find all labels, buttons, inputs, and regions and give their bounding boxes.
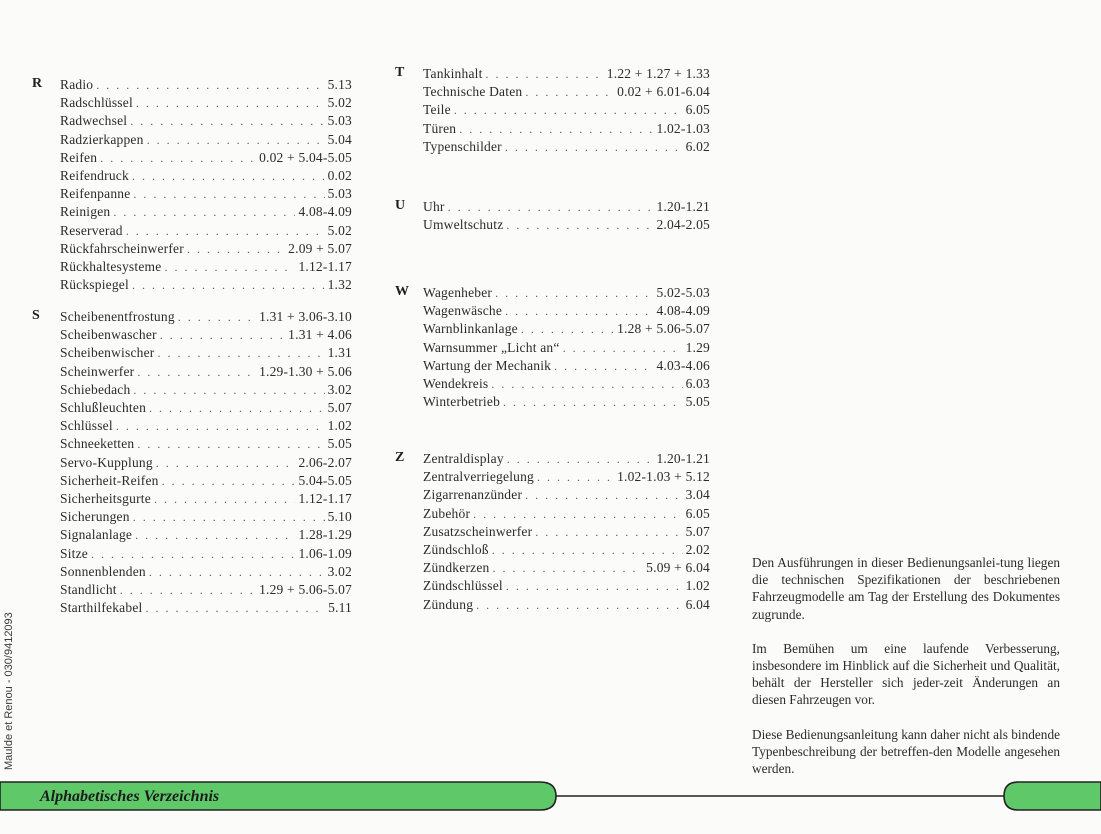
index-entry-term: Winterbetrieb (423, 394, 501, 410)
dot-leader (133, 186, 324, 203)
dot-leader (145, 600, 325, 617)
index-entry-page-ref: 1.12-1.17 (298, 259, 352, 275)
index-entry-page-ref: 1.22 + 1.27 + 1.33 (606, 66, 710, 81)
dot-leader (505, 139, 683, 156)
index-entry-page-ref: 0.02 (327, 168, 352, 184)
index-entry-term: Radzierkappen (60, 131, 144, 147)
dot-leader (554, 358, 653, 375)
dot-leader (492, 542, 683, 559)
index-entry (60, 222, 352, 240)
index-entry-page-ref: 1.02 (685, 578, 710, 594)
index-entry (60, 258, 352, 276)
index-entry (423, 65, 710, 83)
index-entry-page-ref: 3.02 (327, 563, 352, 579)
dot-leader (96, 77, 324, 94)
index-entry-term: Reserverad (60, 222, 123, 238)
index-entry (60, 563, 352, 581)
index-entry-term: Umweltschutz (423, 217, 504, 233)
index-entry-term: Schiebedach (60, 381, 131, 397)
dot-leader (156, 455, 296, 472)
index-entry-page-ref: 1.29-1.30 + 5.06 (259, 363, 352, 379)
index-entry (60, 490, 352, 508)
index-entry (60, 185, 352, 203)
index-entry-term: Radio (60, 77, 94, 92)
index-entry-page-ref: 0.02 + 6.01-6.04 (617, 84, 710, 100)
index-letter: T (395, 65, 405, 80)
index-entry-page-ref: 1.31 + 4.06 (288, 327, 352, 343)
index-entry-term: Reinigen (60, 204, 111, 220)
disclaimer-paragraph: Den Ausführungen in dieser Bedienungsanlei-tung liegen die technischen Spezifikationen der beschriebenen Fahrzeugmodelle am Tag der Erstellung des Dokumentes zugrunde. (752, 555, 1060, 622)
index-entry-page-ref: 5.11 (328, 600, 352, 616)
index-entry (60, 131, 352, 149)
index-entry-term: Scheibenentfrostung (60, 309, 175, 324)
index-group-w (395, 284, 710, 450)
index-entry-page-ref: 4.08-4.09 (298, 204, 352, 220)
index-entry-page-ref: 5.03 (327, 186, 352, 202)
dot-leader (178, 309, 256, 326)
index-entry (60, 599, 352, 617)
index-entry (423, 450, 710, 468)
dot-leader (486, 66, 604, 83)
index-entry-term: Starthilfekabel (60, 600, 143, 616)
dot-leader (157, 345, 324, 362)
index-entry-term: Zündschloß (423, 542, 489, 558)
index-entry-page-ref: 5.04-5.05 (298, 472, 352, 488)
dot-leader (491, 376, 682, 393)
dot-leader (91, 546, 295, 563)
dot-leader (136, 95, 325, 112)
dot-leader (535, 524, 682, 541)
index-letter: W (395, 284, 409, 299)
index-entry-page-ref: 1.20-1.21 (656, 451, 710, 466)
index-group-s (32, 308, 352, 617)
index-entry-term: Zigarrenanzünder (423, 487, 523, 503)
dot-leader (164, 259, 295, 276)
index-entry-page-ref: 5.03 (327, 113, 352, 129)
index-entry-term: Sicherheitsgurte (60, 491, 151, 507)
index-group-r (32, 76, 352, 308)
dot-leader (187, 241, 285, 258)
index-entry-page-ref: 3.04 (685, 487, 710, 503)
dot-leader (120, 582, 256, 599)
index-entry (60, 308, 352, 326)
index-entry-term: Zündschlüssel (423, 578, 503, 594)
dot-leader (505, 303, 653, 320)
index-letter: Z (395, 450, 405, 465)
index-entry-term: Uhr (423, 199, 445, 214)
index-entry-term: Signalanlage (60, 527, 133, 543)
index-entry-term: Scheibenwischer (60, 345, 155, 361)
dot-leader (116, 418, 325, 435)
index-entry-term: Reifen (60, 149, 98, 165)
dot-leader (135, 527, 295, 544)
index-entry-page-ref: 1.28-1.29 (298, 527, 352, 543)
index-entry-page-ref: 5.02-5.03 (656, 285, 710, 300)
dot-leader (459, 121, 653, 138)
index-group-t (395, 65, 710, 198)
index-entry (423, 541, 710, 559)
index-entry-page-ref: 1.20-1.21 (656, 199, 710, 214)
index-entry-term: Wendekreis (423, 376, 489, 392)
index-entry-page-ref: 4.03-4.06 (656, 357, 710, 373)
index-entry-term: Sonnenblenden (60, 563, 146, 579)
index-entry (423, 138, 710, 156)
index-letter: R (32, 76, 43, 91)
index-entry-term: Radwechsel (60, 113, 128, 129)
index-entry (423, 339, 710, 357)
index-letter: U (395, 198, 406, 213)
index-entry-term: Zentralverriegelung (423, 469, 534, 485)
dot-leader (476, 597, 682, 614)
index-entry-term: Rückhaltesysteme (60, 259, 162, 275)
index-entry-term: Wagenwäsche (423, 303, 503, 319)
index-entry (60, 94, 352, 112)
index-entry-term: Radschlüssel (60, 95, 133, 111)
index-entry-term: Sicherungen (60, 509, 130, 525)
index-group-z (395, 450, 710, 614)
dot-leader (525, 487, 682, 504)
dot-leader (495, 285, 653, 302)
dot-leader (507, 451, 654, 468)
dot-leader (503, 394, 683, 411)
index-entry-page-ref: 1.28 + 5.06-5.07 (617, 321, 710, 337)
index-entry-page-ref: 1.02 (327, 418, 352, 434)
index-entry (60, 276, 352, 294)
index-entry-term: Zentraldisplay (423, 451, 504, 466)
index-entry-page-ref: 6.03 (685, 376, 710, 392)
disclaimer-paragraph: Diese Bedienungsanleitung kann daher nicht als bindende Typenbeschreibung der betreffen-den Modelle angesehen werden. (752, 726, 1060, 777)
dot-leader (147, 132, 325, 149)
index-entry-page-ref: 6.04 (685, 596, 710, 612)
dot-leader (149, 400, 325, 417)
index-entry-term: Zubehör (423, 505, 471, 521)
dot-leader (525, 84, 614, 101)
index-group-u (395, 198, 710, 284)
dot-leader (454, 102, 683, 119)
dot-leader (133, 509, 325, 526)
index-column-middle (395, 65, 710, 614)
printer-side-note: Maulde et Renou - 030/9412093 (3, 612, 15, 770)
index-entry-term: Rückfahrscheinwerfer (60, 240, 184, 256)
dot-leader (133, 382, 324, 399)
dot-leader (137, 364, 256, 381)
index-entry-term: Warnblinkanlage (423, 321, 518, 337)
index-entry (423, 393, 710, 411)
index-entry (60, 435, 352, 453)
index-entry-page-ref: 6.02 (685, 138, 710, 154)
index-entry (423, 505, 710, 523)
index-entry-page-ref: 1.29 (685, 339, 710, 355)
index-entry (423, 357, 710, 375)
index-entry-page-ref: 5.05 (685, 394, 710, 410)
index-entry-term: Sitze (60, 545, 88, 561)
index-entry (60, 112, 352, 130)
index-entry-page-ref: 5.09 + 6.04 (646, 560, 710, 576)
index-entry-term: Rückspiegel (60, 277, 129, 293)
dot-leader (448, 199, 654, 216)
index-entry (60, 149, 352, 167)
index-entry-term: Wartung der Mechanik (423, 357, 552, 373)
index-entry (423, 596, 710, 614)
dot-leader (137, 436, 324, 453)
index-entry-term: Wagenheber (423, 285, 493, 300)
index-entry (60, 363, 352, 381)
index-entry (423, 468, 710, 486)
index-entry-term: Schneeketten (60, 436, 135, 452)
dot-leader (132, 277, 325, 294)
index-entry-page-ref: 5.07 (685, 523, 710, 539)
index-entry-term: Standlicht (60, 582, 117, 598)
index-entry (423, 83, 710, 101)
index-entry-term: Sicherheit-Reifen (60, 472, 159, 488)
index-entry (60, 399, 352, 417)
dot-leader (154, 491, 296, 508)
index-entry-page-ref: 3.02 (327, 381, 352, 397)
index-entry-term: Warnsummer „Licht an“ (423, 339, 560, 355)
index-entry-page-ref: 5.02 (327, 222, 352, 238)
index-entry (423, 559, 710, 577)
dot-leader (160, 327, 285, 344)
index-entry (60, 472, 352, 490)
index-entry (423, 216, 710, 234)
index-entry-page-ref: 5.04 (327, 131, 352, 147)
dot-leader (506, 578, 683, 595)
index-entry (60, 545, 352, 563)
dot-leader (126, 223, 325, 240)
index-entry-term: Servo-Kupplung (60, 454, 153, 470)
index-entry-page-ref: 2.04-2.05 (656, 217, 710, 233)
index-entry (60, 326, 352, 344)
dot-leader (132, 168, 325, 185)
index-entry (60, 167, 352, 185)
dot-leader (521, 321, 614, 338)
index-entry-page-ref: 5.05 (327, 436, 352, 452)
index-entry-page-ref: 2.06-2.07 (298, 454, 352, 470)
index-entry-page-ref: 1.02-1.03 (656, 120, 710, 136)
index-entry (60, 526, 352, 544)
index-entry-term: Zündung (423, 596, 474, 612)
index-entry-page-ref: 2.02 (685, 542, 710, 558)
index-entry (423, 577, 710, 595)
index-entry-page-ref: 6.05 (685, 102, 710, 118)
index-entry-page-ref: 5.02 (327, 95, 352, 111)
index-entry (423, 375, 710, 393)
index-entry-term: Schlußleuchten (60, 400, 147, 416)
footer-title: Alphabetisches Verzeichnis (40, 788, 220, 805)
index-entry-page-ref: 5.07 (327, 400, 352, 416)
footer-end-tab (1004, 782, 1101, 810)
index-entry-page-ref: 6.05 (685, 505, 710, 521)
index-entry-term: Zusatzscheinwerfer (423, 523, 533, 539)
dot-leader (492, 560, 643, 577)
disclaimer-text (752, 554, 1060, 794)
index-entry-page-ref: 2.09 + 5.07 (288, 240, 352, 256)
index-letter: S (32, 308, 40, 323)
index-entry (60, 203, 352, 221)
index-entry-term: Teile (423, 102, 451, 118)
dot-leader (506, 217, 653, 234)
dot-leader (149, 564, 325, 581)
index-entry-term: Reifendruck (60, 168, 129, 184)
dot-leader (162, 473, 296, 490)
index-entry (60, 381, 352, 399)
index-entry-page-ref: 4.08-4.09 (656, 303, 710, 319)
index-entry-term: Technische Daten (423, 84, 523, 100)
index-entry-page-ref: 1.02-1.03 + 5.12 (617, 469, 710, 485)
index-entry (423, 198, 710, 216)
dot-leader (100, 150, 256, 167)
dot-leader (113, 204, 295, 221)
index-entry (423, 302, 710, 320)
index-entry-term: Typenschilder (423, 138, 502, 154)
index-entry (60, 344, 352, 362)
index-entry-page-ref: 1.29 + 5.06-5.07 (259, 582, 352, 598)
index-entry (423, 120, 710, 138)
index-entry-page-ref: 0.02 + 5.04-5.05 (259, 149, 352, 165)
index-entry (423, 101, 710, 119)
index-entry-page-ref: 5.10 (327, 509, 352, 525)
index-entry-page-ref: 5.13 (327, 77, 352, 92)
index-entry (423, 320, 710, 338)
dot-leader (473, 506, 682, 523)
dot-leader (537, 469, 614, 486)
index-column-left (32, 76, 352, 617)
index-entry-page-ref: 1.12-1.17 (298, 491, 352, 507)
index-entry (60, 581, 352, 599)
index-entry-term: Schlüssel (60, 418, 113, 434)
index-entry-term: Zündkerzen (423, 560, 490, 576)
index-entry-term: Reifenpanne (60, 186, 131, 202)
index-entry (423, 523, 710, 541)
index-entry (60, 76, 352, 94)
index-entry-term: Tankinhalt (423, 66, 483, 81)
index-entry (423, 284, 710, 302)
index-entry-page-ref: 1.06-1.09 (298, 545, 352, 561)
index-entry-page-ref: 1.32 (327, 277, 352, 293)
index-entry (423, 486, 710, 504)
index-entry-page-ref: 1.31 + 3.06-3.10 (259, 309, 352, 324)
dot-leader (130, 113, 324, 130)
index-entry (60, 240, 352, 258)
index-entry (60, 417, 352, 435)
index-entry-term: Türen (423, 120, 457, 136)
index-entry-term: Scheibenwascher (60, 327, 157, 343)
index-entry-term: Scheinwerfer (60, 363, 135, 379)
index-entry (60, 454, 352, 472)
index-entry-page-ref: 1.31 (327, 345, 352, 361)
index-entry (60, 508, 352, 526)
dot-leader (563, 340, 683, 357)
disclaimer-paragraph: Im Bemühen um eine laufende Verbesserung, insbesondere im Hinblick auf die Sicherheit und Qualität, behält der Hersteller sich jeder-zeit Änderungen an diesen Fahrzeugen vor. (752, 640, 1060, 708)
